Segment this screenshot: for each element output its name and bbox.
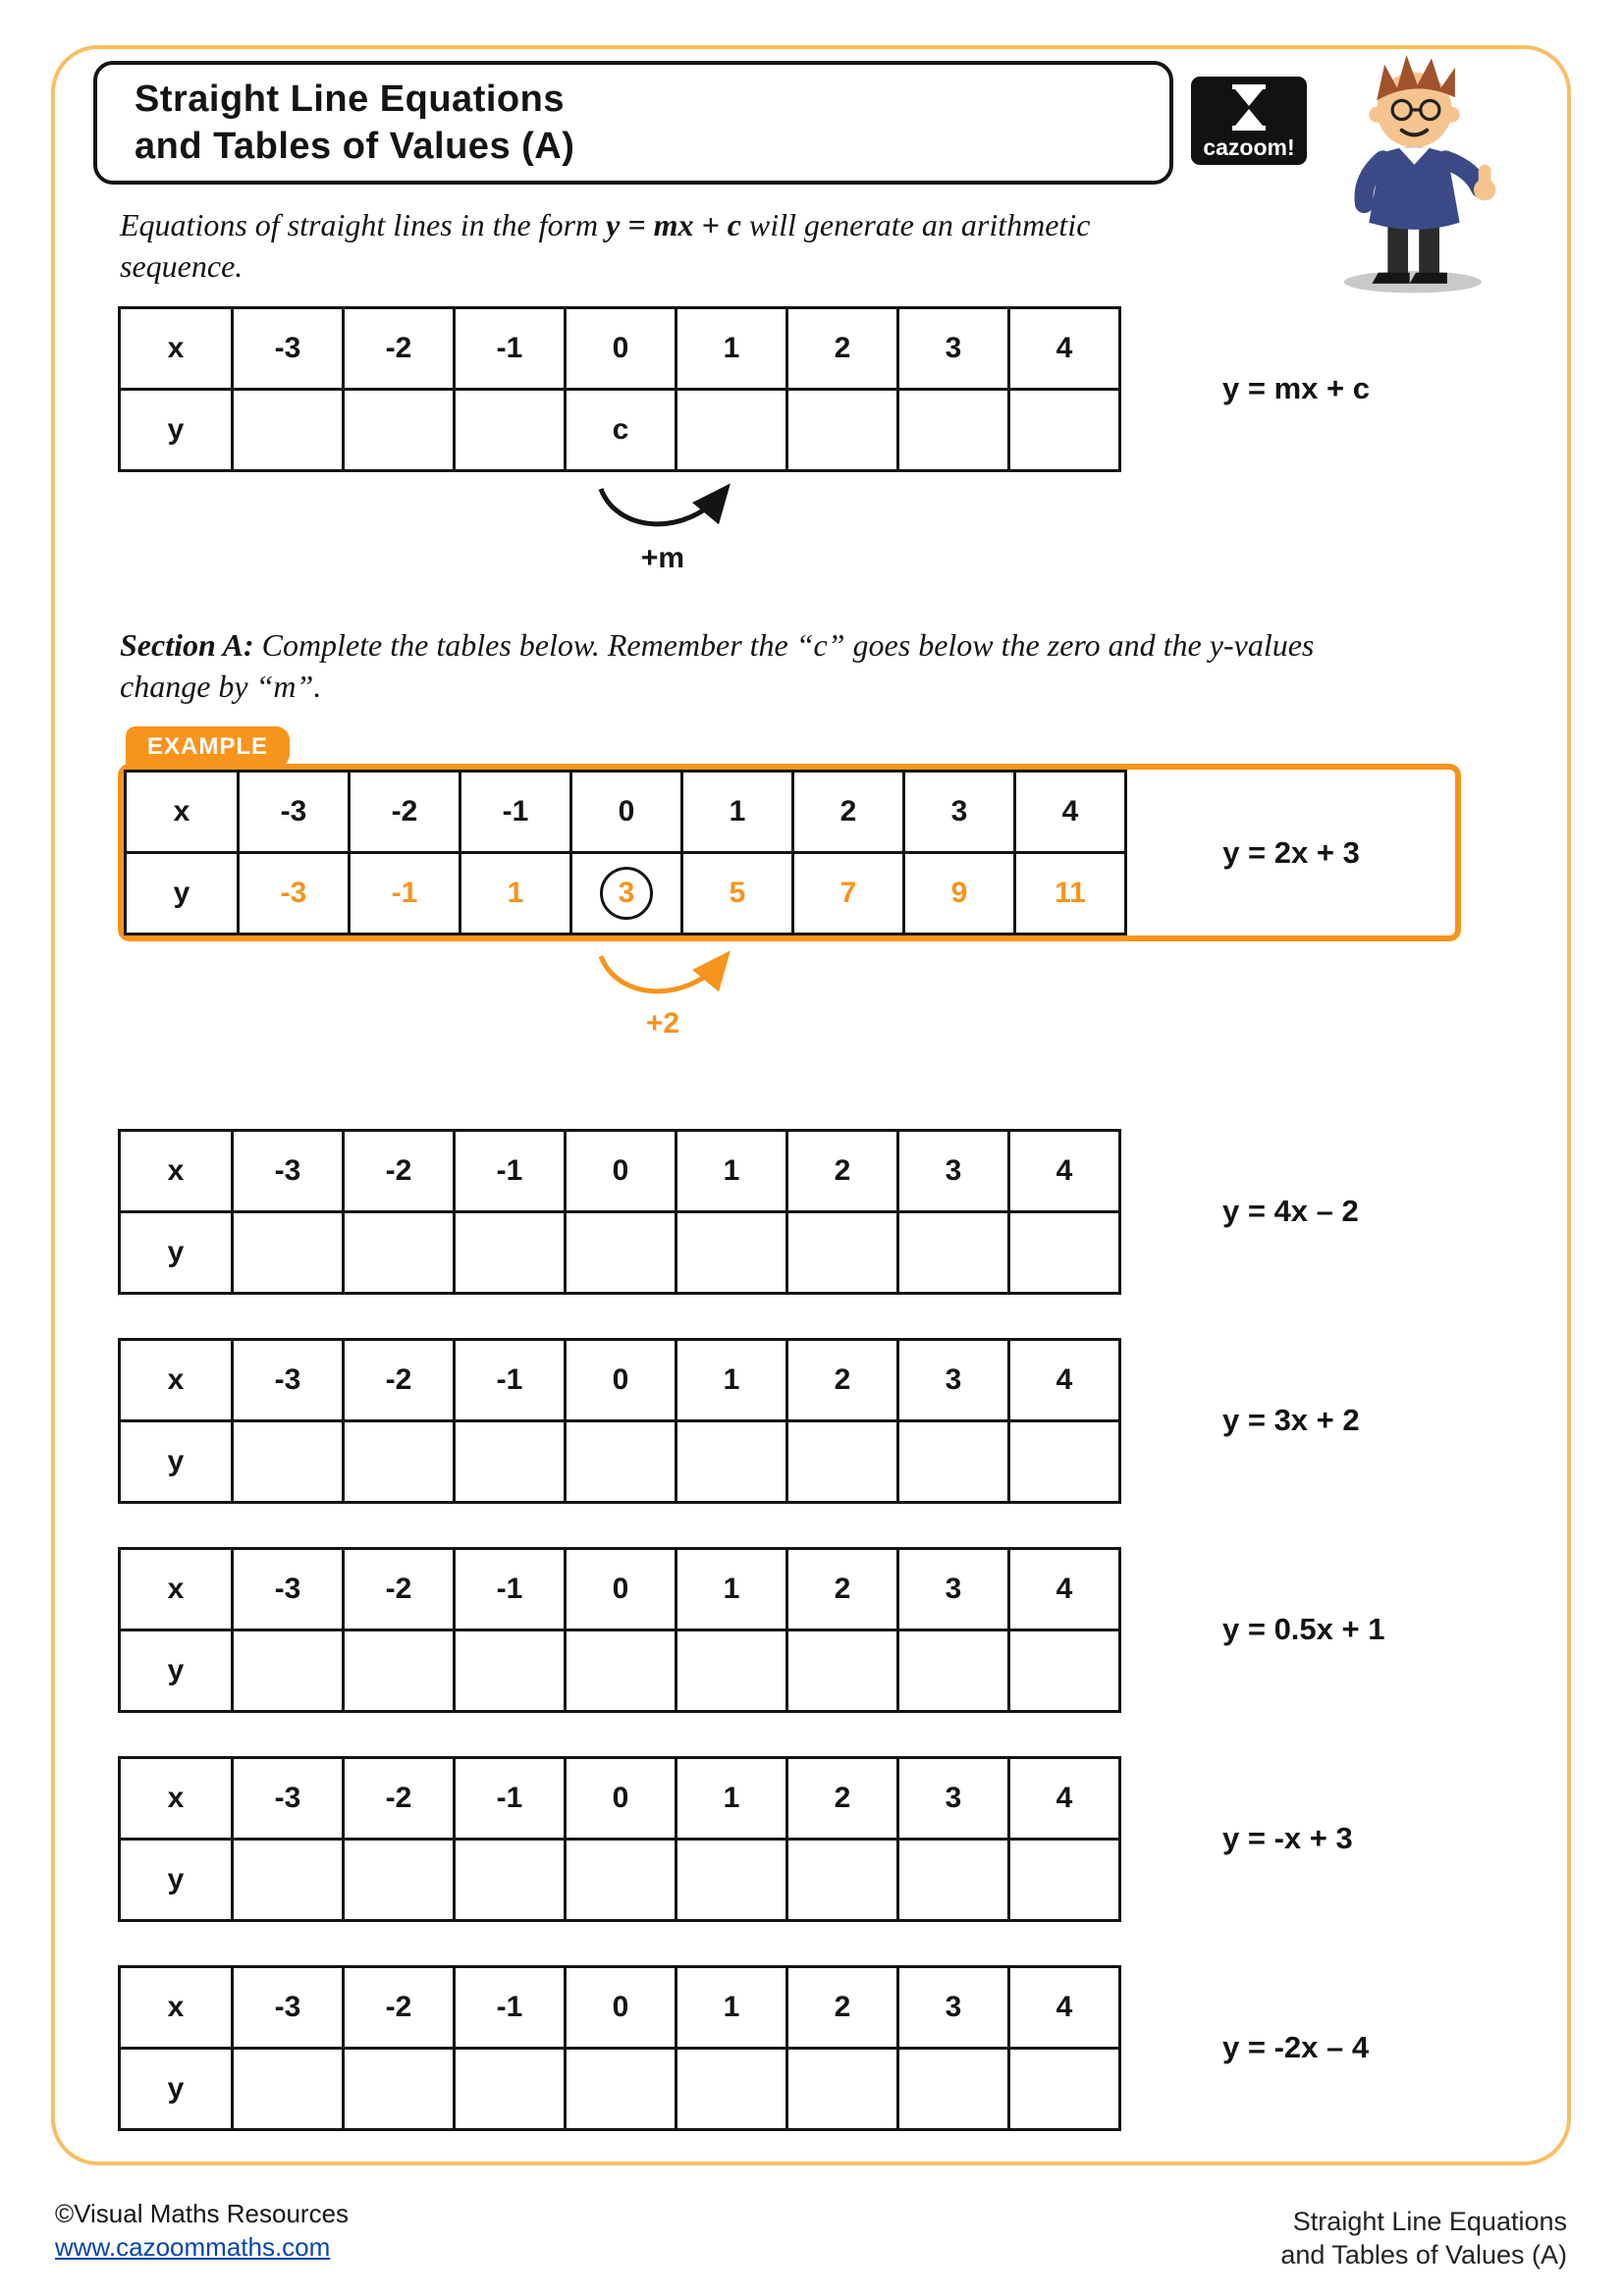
- y-value-cell: [233, 2049, 344, 2130]
- x-row-label: x: [120, 1758, 233, 1840]
- y-value-cell: [898, 1212, 1009, 1294]
- y-row-label: y: [126, 853, 239, 934]
- y-value-cell: [1009, 1421, 1120, 1503]
- y-value-cell: [566, 1840, 677, 1921]
- y-row-label: y: [120, 2049, 233, 2130]
- x-value-cell: -1: [455, 1967, 566, 2049]
- x-value-cell: 0: [566, 1967, 677, 2049]
- y-value-cell: [1009, 390, 1120, 471]
- y-row-label: y: [120, 1840, 233, 1921]
- values-table: [118, 1965, 1121, 2131]
- intro-equation-inline: y = mx + c: [606, 207, 741, 242]
- example-badge: EXAMPLE: [126, 726, 290, 768]
- y-row-label: y: [120, 1212, 233, 1294]
- values-table: [124, 770, 1127, 935]
- y-row-label: y: [120, 1421, 233, 1503]
- exercise-equation-1: y = 4x – 2: [1222, 1194, 1359, 1228]
- y-value-cell: [344, 1630, 455, 1712]
- y-row-label: y: [120, 1630, 233, 1712]
- x-value-cell: -2: [344, 1131, 455, 1212]
- y-value-cell: [455, 1421, 566, 1503]
- x-value-cell: -3: [233, 1758, 344, 1840]
- x-value-cell: 2: [787, 1131, 898, 1212]
- y-value-cell: [1009, 1840, 1120, 1921]
- circled-value: 3: [600, 867, 653, 920]
- y-value-cell: [677, 1840, 787, 1921]
- y-value-cell: [787, 1630, 898, 1712]
- footer-doc-title-line2: and Tables of Values (A): [1280, 2240, 1567, 2269]
- x-row: [126, 772, 1126, 853]
- x-value-cell: 3: [898, 1549, 1009, 1630]
- x-value-cell: 1: [677, 1340, 787, 1421]
- section-a-label: Section A:: [120, 627, 254, 663]
- y-value-cell: [455, 390, 566, 471]
- footer-doc-title-line1: Straight Line Equations: [1292, 2207, 1567, 2236]
- values-table: [118, 1756, 1121, 1922]
- y-value-cell: [677, 1421, 787, 1503]
- y-value-cell: [566, 2049, 677, 2130]
- x-value-cell: -2: [344, 1549, 455, 1630]
- logo-wordmark: cazoom!: [1203, 134, 1295, 160]
- exercise-table-1: [118, 1129, 1121, 1295]
- increment-arrow-label: +m: [640, 542, 685, 574]
- y-value-cell: [1009, 2049, 1120, 2130]
- y-value-cell: [233, 1630, 344, 1712]
- y-value-cell: [233, 1212, 344, 1294]
- x-value-cell: -3: [233, 1549, 344, 1630]
- x-value-cell: 3: [898, 1758, 1009, 1840]
- y-value-cell: [1009, 1212, 1120, 1294]
- exercise-equation-2: y = 3x + 2: [1222, 1403, 1360, 1437]
- x-value-cell: 1: [682, 772, 793, 853]
- character-illustration: [1316, 44, 1532, 299]
- y-row: [120, 1212, 1120, 1294]
- y-value-cell: [898, 1630, 1009, 1712]
- exercise-table-4: [118, 1756, 1121, 1922]
- y-value-cell: [898, 1840, 1009, 1921]
- values-table: [118, 1129, 1121, 1295]
- x-value-cell: -2: [350, 772, 460, 853]
- y-value-cell: c: [566, 390, 677, 471]
- y-value-cell: [787, 1212, 898, 1294]
- x-value-cell: 2: [787, 308, 898, 390]
- x-value-cell: 3: [898, 1131, 1009, 1212]
- section-a-instructions: Complete the tables below. Remember the “c” goes below the zero and the y-values change by “m”.: [120, 627, 1315, 704]
- exercise-equation-5: y = -2x – 4: [1222, 2030, 1370, 2064]
- y-value-cell: 1: [460, 853, 571, 934]
- x-row-label: x: [120, 1549, 233, 1630]
- x-row: [120, 1549, 1120, 1630]
- exercise-table-3: [118, 1547, 1121, 1713]
- intro-equation-label: y = mx + c: [1222, 371, 1370, 405]
- y-row-label: y: [120, 390, 233, 471]
- x-value-cell: -3: [233, 1131, 344, 1212]
- y-value-cell: [233, 1840, 344, 1921]
- y-value-cell: [677, 1212, 787, 1294]
- x-row: [120, 1131, 1120, 1212]
- y-value-cell: [344, 1840, 455, 1921]
- x-value-cell: -3: [239, 772, 350, 853]
- x-value-cell: 0: [571, 772, 682, 853]
- y-value-cell: -1: [350, 853, 460, 934]
- x-value-cell: 4: [1009, 1549, 1120, 1630]
- character-graphic: [1316, 44, 1532, 294]
- x-value-cell: -1: [455, 1340, 566, 1421]
- x-value-cell: -1: [460, 772, 571, 853]
- y-value-cell: [787, 1840, 898, 1921]
- x-value-cell: 2: [787, 1967, 898, 2049]
- x-value-cell: -2: [344, 308, 455, 390]
- y-row: [126, 853, 1126, 934]
- y-value-cell: [455, 2049, 566, 2130]
- x-row: [120, 308, 1120, 390]
- y-value-cell: -3: [239, 853, 350, 934]
- x-value-cell: -1: [455, 1758, 566, 1840]
- y-value-cell: [571, 853, 682, 934]
- x-value-cell: -2: [344, 1967, 455, 2049]
- y-row: [120, 2049, 1120, 2130]
- footer-right: [1280, 2205, 1567, 2271]
- y-value-cell: 9: [904, 853, 1015, 934]
- y-value-cell: [787, 1421, 898, 1503]
- footer-left: [55, 2197, 349, 2264]
- x-value-cell: -1: [455, 1549, 566, 1630]
- y-value-cell: [787, 2049, 898, 2130]
- example-equation-label: y = 2x + 3: [1222, 834, 1360, 870]
- x-value-cell: -1: [455, 1131, 566, 1212]
- y-row: [120, 1840, 1120, 1921]
- y-value-cell: [344, 1421, 455, 1503]
- x-value-cell: 3: [898, 1967, 1009, 2049]
- x-value-cell: 1: [677, 1758, 787, 1840]
- exercise-table-5: [118, 1965, 1121, 2131]
- x-value-cell: 2: [787, 1549, 898, 1630]
- y-value-cell: [455, 1630, 566, 1712]
- x-value-cell: 2: [793, 772, 904, 853]
- x-value-cell: 3: [898, 308, 1009, 390]
- values-table: [118, 1338, 1121, 1504]
- increment-arrow-graphic: [589, 477, 736, 540]
- x-value-cell: 4: [1009, 1131, 1120, 1212]
- x-value-cell: 0: [566, 308, 677, 390]
- x-row-label: x: [120, 1967, 233, 2049]
- x-value-cell: 0: [566, 1131, 677, 1212]
- x-row: [120, 1758, 1120, 1840]
- x-row-label: x: [120, 1131, 233, 1212]
- exercise-equation-3: y = 0.5x + 1: [1222, 1612, 1385, 1646]
- x-row-label: x: [120, 308, 233, 390]
- y-value-cell: [455, 1212, 566, 1294]
- section-a-heading: [120, 624, 1406, 707]
- x-value-cell: 0: [566, 1758, 677, 1840]
- y-value-cell: [677, 2049, 787, 2130]
- increment-arrow: [589, 477, 736, 540]
- y-row: [120, 1421, 1120, 1503]
- x-value-cell: 3: [904, 772, 1015, 853]
- x-value-cell: 0: [566, 1549, 677, 1630]
- page-title-line2: and Tables of Values (A): [135, 126, 575, 167]
- example-increment-arrow-label: +2: [645, 1007, 680, 1040]
- x-value-cell: -2: [344, 1340, 455, 1421]
- y-value-cell: [677, 1630, 787, 1712]
- x-value-cell: 4: [1009, 1758, 1120, 1840]
- y-value-cell: [566, 1630, 677, 1712]
- x-value-cell: 2: [787, 1758, 898, 1840]
- x-value-cell: 4: [1015, 772, 1126, 853]
- y-value-cell: [233, 1421, 344, 1503]
- y-row: [120, 390, 1120, 471]
- copyright-text: ©Visual Maths Resources: [55, 2199, 350, 2228]
- x-value-cell: -3: [233, 1340, 344, 1421]
- worksheet-title-box: [93, 61, 1173, 185]
- x-value-cell: 0: [566, 1340, 677, 1421]
- exercise-table-2: [118, 1338, 1121, 1504]
- x-row: [120, 1340, 1120, 1421]
- y-value-cell: 7: [793, 853, 904, 934]
- website-link[interactable]: www.cazoommaths.com: [55, 2232, 331, 2262]
- x-value-cell: 1: [677, 308, 787, 390]
- example-increment-arrow: [589, 944, 736, 1007]
- x-value-cell: 3: [898, 1340, 1009, 1421]
- x-value-cell: 1: [677, 1549, 787, 1630]
- y-value-cell: [344, 2049, 455, 2130]
- x-value-cell: -3: [233, 1967, 344, 2049]
- x-row-label: x: [126, 772, 239, 853]
- y-value-cell: [233, 390, 344, 471]
- intro-table: [118, 306, 1121, 472]
- y-value-cell: [898, 1421, 1009, 1503]
- y-value-cell: 11: [1015, 853, 1126, 934]
- cazoom-logo: [1191, 77, 1307, 170]
- y-value-cell: [344, 390, 455, 471]
- x-value-cell: 4: [1009, 1340, 1120, 1421]
- y-value-cell: 5: [682, 853, 793, 934]
- y-value-cell: [344, 1212, 455, 1294]
- y-value-cell: [787, 390, 898, 471]
- x-value-cell: -3: [233, 308, 344, 390]
- cazoom-logo-graphic: [1191, 77, 1307, 165]
- x-value-cell: 4: [1009, 1967, 1120, 2049]
- y-row: [120, 1630, 1120, 1712]
- example-box: [118, 764, 1461, 941]
- x-row: [120, 1967, 1120, 2049]
- x-value-cell: 4: [1009, 308, 1120, 390]
- values-table: [118, 1547, 1121, 1713]
- x-value-cell: -1: [455, 308, 566, 390]
- y-value-cell: [1009, 1630, 1120, 1712]
- y-value-cell: [898, 2049, 1009, 2130]
- y-value-cell: [677, 390, 787, 471]
- x-row-label: x: [120, 1340, 233, 1421]
- y-value-cell: [566, 1421, 677, 1503]
- y-value-cell: [566, 1212, 677, 1294]
- intro-text-part1: Equations of straight lines in the form: [120, 207, 607, 242]
- intro-text: [120, 204, 1146, 287]
- x-value-cell: 2: [787, 1340, 898, 1421]
- y-value-cell: [455, 1840, 566, 1921]
- x-value-cell: 1: [677, 1967, 787, 2049]
- x-value-cell: 1: [677, 1131, 787, 1212]
- example-increment-arrow-graphic: [589, 944, 736, 1007]
- intro-text-part2: will generate an arithmetic sequence.: [120, 207, 1091, 284]
- y-value-cell: [898, 390, 1009, 471]
- page-title-line1: Straight Line Equations: [135, 79, 565, 120]
- exercise-equation-4: y = -x + 3: [1222, 1821, 1353, 1855]
- x-value-cell: -2: [344, 1758, 455, 1840]
- example-table: [124, 770, 1127, 935]
- values-table: [118, 306, 1121, 472]
